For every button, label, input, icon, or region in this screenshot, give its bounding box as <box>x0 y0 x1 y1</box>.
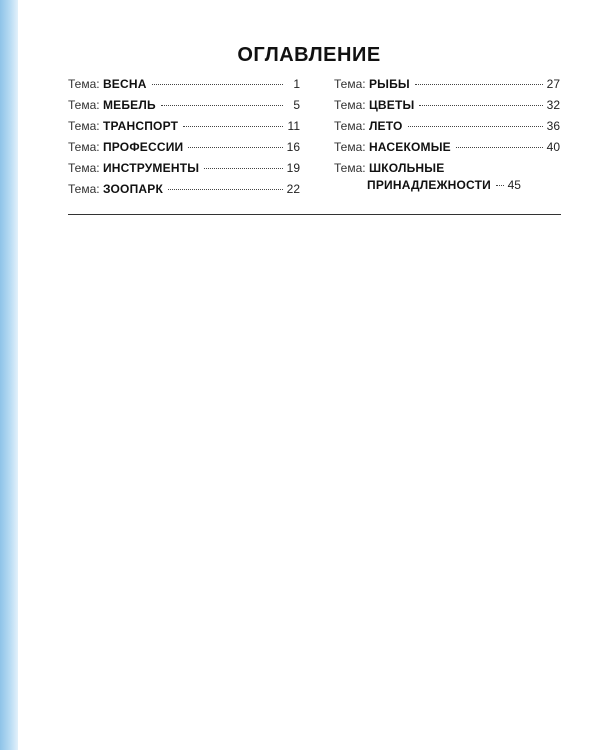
toc-entry[interactable] <box>334 141 560 162</box>
toc-entry[interactable] <box>68 120 300 141</box>
toc-page-number: 32 <box>546 98 560 112</box>
toc-topic: РЫБЫ <box>368 77 410 91</box>
toc-page-number: 16 <box>286 140 300 154</box>
toc-leader-dots <box>183 126 283 127</box>
toc-entry-line-2 <box>334 179 521 192</box>
toc-prefix: Тема: <box>334 140 366 154</box>
toc-topic: ЛЕТО <box>368 119 403 133</box>
toc-entry[interactable] <box>68 99 300 120</box>
toc-topic: ВЕСНА <box>102 77 147 91</box>
toc-entry-line-1 <box>334 162 444 175</box>
toc-prefix: Тема: <box>334 161 366 175</box>
toc-topic: ТРАНСПОРТ <box>102 119 179 133</box>
toc-page-number: 1 <box>293 77 300 91</box>
toc-entry[interactable] <box>68 141 300 162</box>
toc-left-column <box>68 78 300 204</box>
toc-topic-continued: ПРИНАДЛЕЖНОСТИ <box>367 178 491 192</box>
toc-page-number: 5 <box>293 98 300 112</box>
toc-prefix: Тема: <box>68 161 100 175</box>
toc-right-column <box>334 78 560 198</box>
toc-leader-dots <box>168 189 283 190</box>
toc-topic: ШКОЛЬНЫЕ <box>368 161 445 175</box>
toc-leader-dots <box>408 126 543 127</box>
toc-leader-dots <box>204 168 283 169</box>
toc-leader-dots <box>456 147 543 148</box>
toc-prefix: Тема: <box>334 77 366 91</box>
toc-prefix: Тема: <box>68 119 100 133</box>
toc-topic: ЦВЕТЫ <box>368 98 415 112</box>
toc-page-number: 19 <box>286 161 300 175</box>
toc-entry[interactable] <box>68 183 300 204</box>
toc-page-number: 45 <box>507 178 521 192</box>
toc-page-number: 22 <box>286 182 300 196</box>
toc-prefix: Тема: <box>334 98 366 112</box>
toc-entry[interactable] <box>68 78 300 99</box>
toc-prefix: Тема: <box>68 98 100 112</box>
toc-leader-dots <box>419 105 543 106</box>
toc-leader-dots <box>188 147 283 148</box>
toc-prefix: Тема: <box>68 77 100 91</box>
toc-page-number: 36 <box>546 119 560 133</box>
toc-topic: ЗООПАРК <box>102 182 163 196</box>
toc-prefix: Тема: <box>334 119 366 133</box>
toc-leader-dots <box>496 185 504 186</box>
toc-entry[interactable] <box>68 162 300 183</box>
toc-leader-dots <box>415 84 543 85</box>
toc-page-number: 40 <box>546 140 560 154</box>
toc-topic: МЕБЕЛЬ <box>102 98 156 112</box>
toc-page-number: 11 <box>287 119 300 133</box>
toc-entry[interactable] <box>334 99 560 120</box>
toc-entry[interactable] <box>334 162 560 198</box>
toc-leader-dots <box>161 105 283 106</box>
page-edge <box>0 0 18 750</box>
toc-prefix: Тема: <box>68 140 100 154</box>
toc-topic: ИНСТРУМЕНТЫ <box>102 161 200 175</box>
toc-topic: НАСЕКОМЫЕ <box>368 140 451 154</box>
toc-page-number: 27 <box>546 77 560 91</box>
toc-topic: ПРОФЕССИИ <box>102 140 184 154</box>
toc-prefix: Тема: <box>68 182 100 196</box>
toc-leader-dots <box>152 84 283 85</box>
toc-entry[interactable] <box>334 78 560 99</box>
page-title: ОГЛАВЛЕНИЕ <box>237 44 381 66</box>
horizontal-rule <box>68 214 561 215</box>
toc-entry[interactable] <box>334 120 560 141</box>
